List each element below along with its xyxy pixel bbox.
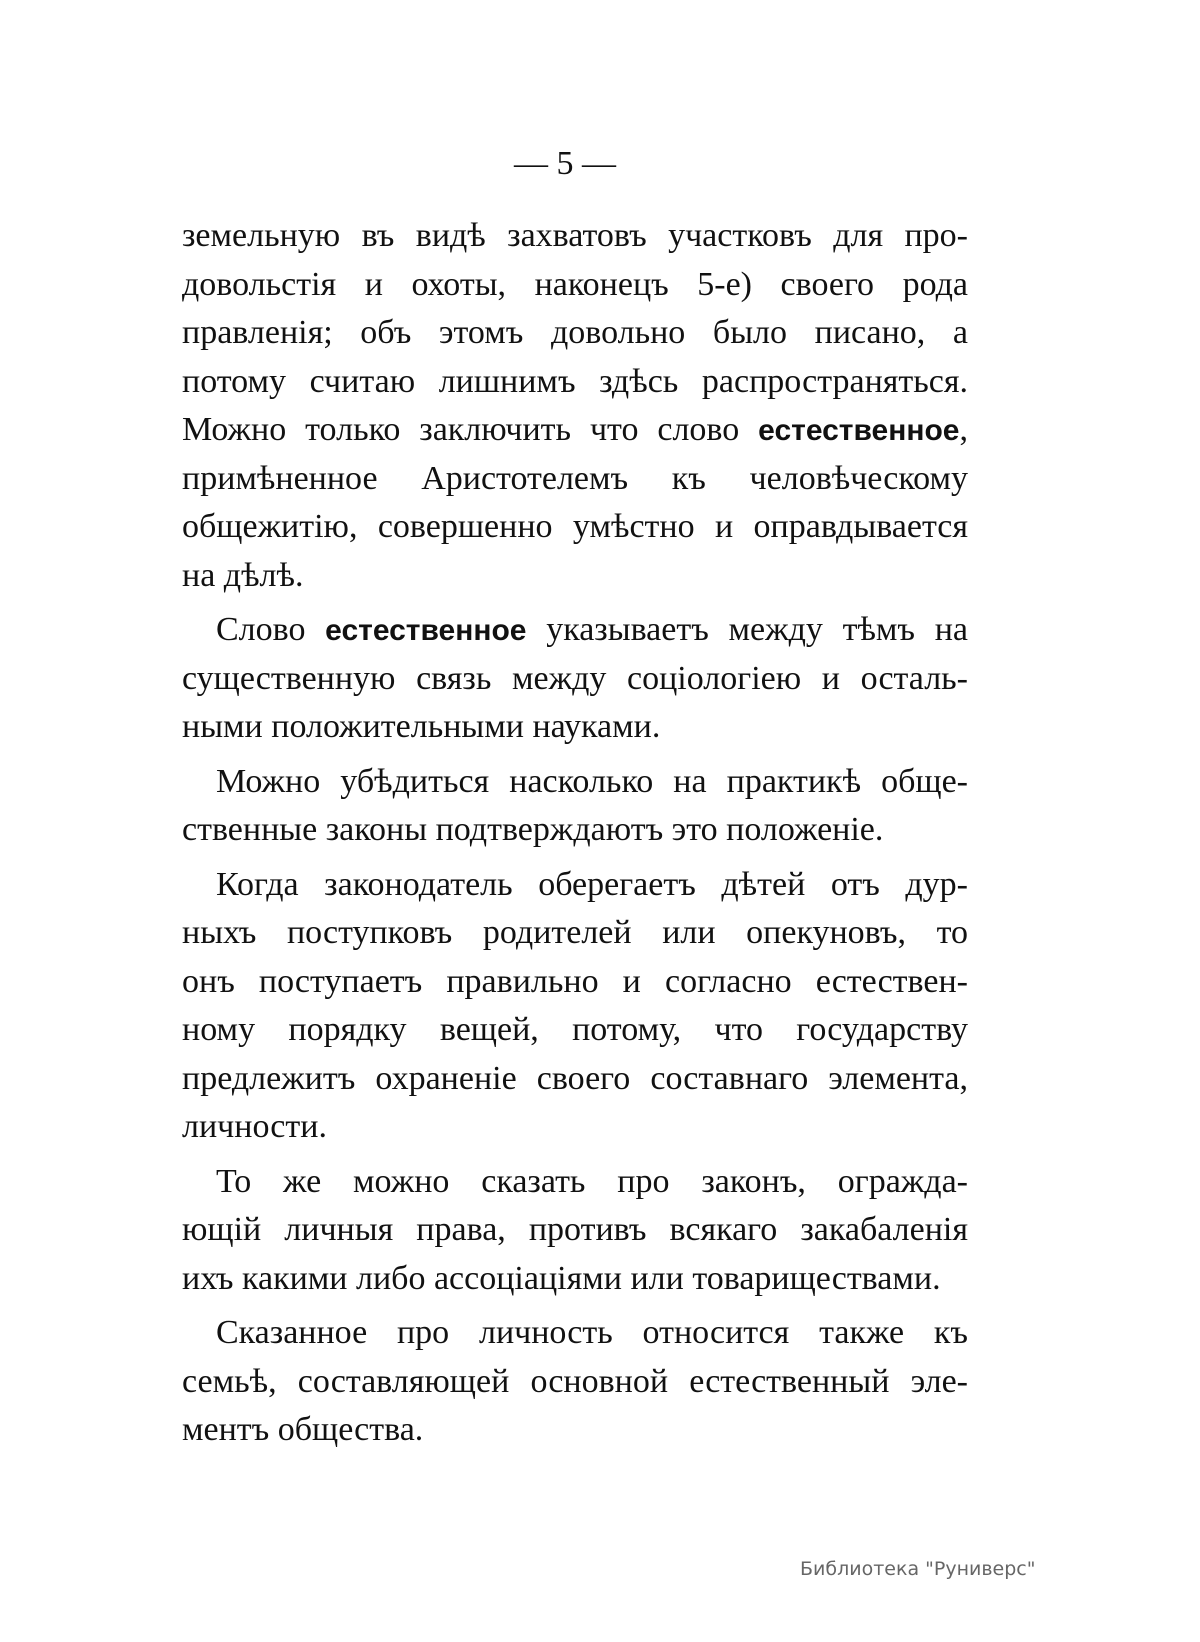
- text-segment: семьѣ, составляющей основной естественный эле-: [182, 1362, 968, 1400]
- text-line: [182, 552, 968, 601]
- text-line: [182, 861, 968, 910]
- text-line: [182, 1206, 968, 1255]
- library-watermark: Библиотека "Руниверс": [800, 1558, 1036, 1580]
- text-segment: ихъ какими либо ассоціаціями или товариществами.: [182, 1259, 941, 1297]
- text-segment: ющій личныя права, противъ всякаго закабаленія: [182, 1211, 968, 1248]
- text-line: [182, 806, 968, 855]
- text-segment: общежитію, совершенно умѣстно и оправдывается: [182, 508, 968, 545]
- text-segment: предлежитъ охраненіе своего составнаго элемента,: [182, 1059, 968, 1097]
- text-segment: личности.: [182, 1108, 327, 1145]
- text-segment: ными положительными науками.: [182, 708, 661, 745]
- text-segment: ныхъ поступковъ родителей или опекуновъ, то: [182, 914, 968, 951]
- text-line: [182, 503, 968, 552]
- text-line: [182, 606, 968, 655]
- text-segment: Можно только заключить что слово: [182, 411, 759, 448]
- text-segment: земельную въ видѣ захватовъ участковъ для про-: [182, 217, 968, 254]
- text-segment: существенную связь между соціологіею и осталь-: [182, 659, 968, 697]
- text-segment: на дѣлѣ.: [182, 556, 304, 594]
- bold-term: естественное: [758, 414, 960, 447]
- text-line: [182, 261, 968, 310]
- text-line: [182, 1255, 968, 1304]
- paragraph: [182, 861, 968, 1152]
- text-line: [182, 703, 968, 752]
- text-segment: Можно убѣдиться насколько на практикѣ обще-: [216, 762, 968, 800]
- text-segment: примѣненное Аристотелемъ къ человѣческому: [182, 459, 968, 497]
- paragraph: [182, 212, 968, 600]
- text-segment: потому считаю лишнимъ здѣсь распространяться.: [182, 362, 968, 400]
- paragraph: [182, 758, 968, 855]
- text-segment: ственные законы подтверждаютъ это положеніе.: [182, 811, 884, 848]
- text-line: [182, 1358, 968, 1407]
- text-segment: правленія; объ этомъ довольно было писано, а: [182, 314, 968, 351]
- text-line: [182, 909, 968, 958]
- paragraph: [182, 1158, 968, 1304]
- text-segment: ,: [959, 411, 968, 448]
- text-segment: Когда законодатель оберегаетъ дѣтей отъ дур-: [216, 865, 968, 903]
- text-line: [182, 358, 968, 407]
- page-number: — 5 —: [514, 145, 616, 182]
- text-line: [182, 1006, 968, 1055]
- body-text: [182, 212, 968, 1455]
- text-segment: довольстія и охоты, наконецъ 5-е) своего рода: [182, 265, 968, 303]
- text-line: [182, 309, 968, 358]
- text-line: [182, 1309, 968, 1358]
- text-line: [182, 455, 968, 504]
- text-segment: онъ поступаетъ правильно и согласно естествен-: [182, 962, 968, 1000]
- text-segment: указываетъ между тѣмъ на: [526, 611, 968, 648]
- paragraph: [182, 606, 968, 752]
- paragraph: [182, 1309, 968, 1455]
- text-line: [182, 1055, 968, 1104]
- text-segment: То же можно сказать про законъ, огражда-: [216, 1162, 968, 1200]
- text-segment: Слово: [216, 611, 326, 648]
- text-segment: Сказанное про личность относится также къ: [216, 1314, 968, 1351]
- text-line: [182, 212, 968, 261]
- text-line: [182, 758, 968, 807]
- text-line: [182, 655, 968, 704]
- text-segment: ментъ общества.: [182, 1411, 424, 1448]
- text-line: [182, 1103, 968, 1152]
- text-line: [182, 1406, 968, 1455]
- bold-term: естественное: [325, 614, 527, 647]
- text-segment: ному порядку вещей, потому, что государству: [182, 1011, 968, 1048]
- text-line: [182, 958, 968, 1007]
- text-line: [182, 1158, 968, 1207]
- text-line: [182, 406, 968, 455]
